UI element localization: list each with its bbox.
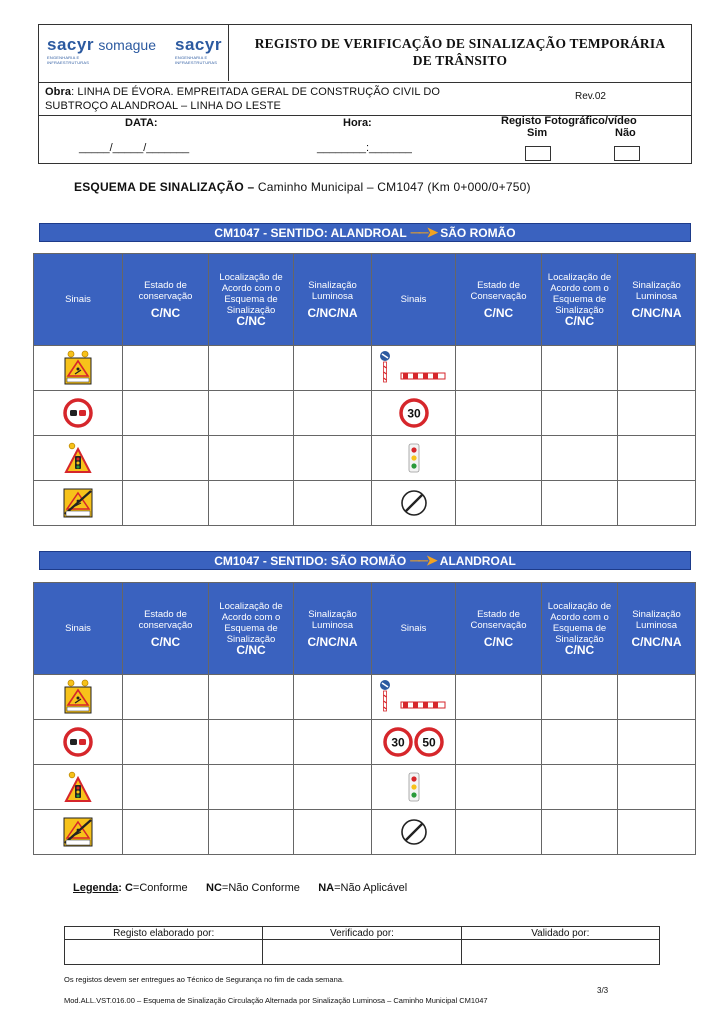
company-logos	[39, 25, 229, 81]
col-sinais: Sinais	[34, 583, 123, 675]
check-cell[interactable]	[209, 720, 294, 765]
validado-signature-field[interactable]	[461, 940, 659, 965]
check-cell[interactable]	[123, 810, 209, 855]
col-luminosa: Sinalização Luminosa C/NC/NA	[294, 254, 372, 346]
table-row	[34, 481, 696, 526]
end-of-works-sign-icon	[62, 816, 94, 848]
date-label: DATA:	[125, 117, 158, 129]
table-row	[34, 391, 696, 436]
check-cell[interactable]	[618, 765, 696, 810]
check-cell[interactable]	[294, 391, 372, 436]
nao-checkbox[interactable]	[614, 146, 640, 161]
check-cell[interactable]	[456, 481, 542, 526]
sacyr-logo: sacyr ENGENHARIA E INFRAESTRUTURAS	[175, 35, 222, 65]
sign-cell	[372, 391, 456, 436]
check-cell[interactable]	[618, 675, 696, 720]
sign-cell	[34, 391, 123, 436]
check-cell[interactable]	[123, 436, 209, 481]
page-number: 3/3	[597, 986, 609, 995]
col-luminosa: Sinalização Luminosa C/NC/NA	[294, 583, 372, 675]
check-cell[interactable]	[456, 391, 542, 436]
barrier-sign-icon	[379, 680, 449, 714]
table-row	[34, 346, 696, 391]
sign-cell	[372, 810, 456, 855]
check-cell[interactable]	[618, 481, 696, 526]
sign-cell	[34, 346, 123, 391]
photo-record-label: Registo Fotográfico/vídeo	[501, 115, 637, 127]
col-localizacao: Localização de Acordo com o Esquema de Sinalização C/NC	[209, 583, 294, 675]
traffic-light-icon	[405, 443, 423, 473]
sign-cell	[34, 675, 123, 720]
verification-table-1	[33, 253, 696, 526]
col-localizacao: Localização de Acordo com o Esquema de Sinalização C/NC	[209, 254, 294, 346]
check-cell[interactable]	[294, 720, 372, 765]
verificado-signature-field[interactable]	[263, 940, 461, 965]
table-row	[34, 675, 696, 720]
sign-cell	[34, 810, 123, 855]
col-estado: Estado de conservação C/NC	[123, 254, 209, 346]
col-sinais: Sinais	[372, 254, 456, 346]
check-cell[interactable]	[294, 810, 372, 855]
no-overtaking-sign-icon	[63, 727, 93, 757]
table-row	[34, 720, 696, 765]
direction-band-1: CM1047 - SENTIDO: ALANDROAL ──➤ SÃO ROMÃO	[39, 223, 691, 242]
check-cell[interactable]	[542, 346, 618, 391]
obra-description: Obra: LINHA DE ÉVORA. EMPREITADA GERAL DE CONSTRUÇÃO CIVIL DO SUBTROÇO ALANDROAL – LINHA DO LESTE	[45, 86, 441, 112]
sign-cell	[34, 765, 123, 810]
sign-cell	[34, 436, 123, 481]
check-cell[interactable]	[294, 346, 372, 391]
check-cell[interactable]	[209, 391, 294, 436]
check-cell[interactable]	[542, 720, 618, 765]
col-localizacao: Localização de Acordo com o Esquema de Sinalização C/NC	[542, 254, 618, 346]
check-cell[interactable]	[542, 481, 618, 526]
check-cell[interactable]	[123, 675, 209, 720]
check-cell[interactable]	[123, 481, 209, 526]
sign-cell	[34, 720, 123, 765]
check-cell[interactable]	[456, 765, 542, 810]
check-cell[interactable]	[618, 720, 696, 765]
sign-cell	[372, 720, 456, 765]
check-cell[interactable]	[542, 436, 618, 481]
form-header	[38, 24, 692, 164]
speed-limit-30-50-icon	[383, 727, 445, 757]
sign-cell	[372, 765, 456, 810]
check-cell[interactable]	[123, 720, 209, 765]
traffic-light-icon	[405, 772, 423, 802]
check-cell[interactable]	[209, 346, 294, 391]
time-field[interactable]: ________:_______	[317, 142, 412, 154]
col-estado: Estado de conservação C/NC	[123, 583, 209, 675]
svg-text:50: 50	[421, 735, 436, 750]
document-reference: Mod.ALL.VST.016.00 – Esquema de Sinalização Circulação Alternada por Sinalização Luminosa – Caminho Municipal CM1047	[64, 996, 488, 1005]
check-cell[interactable]	[209, 810, 294, 855]
signature-table	[64, 926, 660, 965]
col-localizacao: Localização de Acordo com o Esquema de Sinalização C/NC	[542, 583, 618, 675]
date-field[interactable]: _____/_____/_______	[79, 142, 190, 154]
check-cell[interactable]	[618, 346, 696, 391]
obra-row	[39, 82, 691, 116]
works-sign-icon	[62, 350, 94, 386]
verification-table-2	[33, 582, 696, 855]
check-cell[interactable]	[456, 675, 542, 720]
no-overtaking-sign-icon	[63, 398, 93, 428]
check-cell[interactable]	[456, 436, 542, 481]
check-cell[interactable]	[618, 436, 696, 481]
sim-label: Sim	[527, 127, 548, 139]
svg-text:30: 30	[406, 406, 421, 421]
check-cell[interactable]	[542, 675, 618, 720]
check-cell[interactable]	[456, 720, 542, 765]
check-cell[interactable]	[209, 436, 294, 481]
check-cell[interactable]	[209, 765, 294, 810]
sign-cell	[372, 436, 456, 481]
col-luminosa: Sinalização Luminosa C/NC/NA	[618, 254, 696, 346]
direction-band-2: CM1047 - SENTIDO: SÃO ROMÃO ──➤ ALANDROAL	[39, 551, 691, 570]
svg-text:30: 30	[390, 735, 405, 750]
check-cell[interactable]	[294, 765, 372, 810]
check-cell[interactable]	[542, 810, 618, 855]
check-cell[interactable]	[209, 481, 294, 526]
sim-checkbox[interactable]	[525, 146, 551, 161]
table-row	[34, 810, 696, 855]
check-cell[interactable]	[294, 675, 372, 720]
legend: Legenda: C=Conforme NC=Não Conforme NA=Não Aplicável	[73, 882, 408, 894]
check-cell[interactable]	[456, 346, 542, 391]
table-row	[34, 436, 696, 481]
check-cell[interactable]	[123, 765, 209, 810]
check-cell[interactable]	[294, 481, 372, 526]
validado-label: Validado por:	[461, 927, 659, 940]
check-cell[interactable]	[209, 675, 294, 720]
revision: Rev.02	[575, 91, 606, 102]
sign-cell	[372, 675, 456, 720]
col-estado: Estado de Conservação C/NC	[456, 254, 542, 346]
form-title: REGISTO DE VERIFICAÇÃO DE SINALIZAÇÃO TEMPORÁRIA DE TRÂNSITO	[254, 36, 666, 68]
sign-cell	[372, 481, 456, 526]
end-of-restrictions-icon	[399, 488, 429, 518]
nao-label: Não	[615, 127, 636, 139]
sign-cell	[34, 481, 123, 526]
traffic-light-warning-icon	[63, 771, 93, 803]
end-of-works-sign-icon	[62, 487, 94, 519]
barrier-sign-icon	[379, 351, 449, 385]
col-estado: Estado de Conservação C/NC	[456, 583, 542, 675]
col-luminosa: Sinalização Luminosa C/NC/NA	[618, 583, 696, 675]
time-label: Hora:	[343, 117, 372, 129]
check-cell[interactable]	[456, 810, 542, 855]
check-cell[interactable]	[123, 346, 209, 391]
table-row	[34, 765, 696, 810]
arrow-right-icon: ──➤	[410, 224, 437, 240]
check-cell[interactable]	[542, 391, 618, 436]
check-cell[interactable]	[618, 810, 696, 855]
speed-limit-30-icon	[399, 398, 429, 428]
elaborado-label: Registo elaborado por:	[65, 927, 263, 940]
end-of-restrictions-icon	[399, 817, 429, 847]
col-sinais: Sinais	[34, 254, 123, 346]
check-cell[interactable]	[123, 391, 209, 436]
check-cell[interactable]	[542, 765, 618, 810]
works-sign-icon	[62, 679, 94, 715]
arrow-right-icon: ──➤	[410, 552, 436, 568]
elaborado-signature-field[interactable]	[65, 940, 263, 965]
col-sinais: Sinais	[372, 583, 456, 675]
footer-note: Os registos devem ser entregues ao Técnico de Segurança no fim de cada semana.	[64, 975, 345, 984]
sacyr-somague-logo: sacyr somague ENGENHARIA E INFRAESTRUTURAS	[47, 35, 156, 65]
check-cell[interactable]	[294, 436, 372, 481]
scheme-title: ESQUEMA DE SINALIZAÇÃO – Caminho Municipal – CM1047 (Km 0+000/0+750)	[74, 180, 531, 194]
check-cell[interactable]	[618, 391, 696, 436]
verificado-label: Verificado por:	[263, 927, 461, 940]
sign-cell	[372, 346, 456, 391]
traffic-light-warning-icon	[63, 442, 93, 474]
